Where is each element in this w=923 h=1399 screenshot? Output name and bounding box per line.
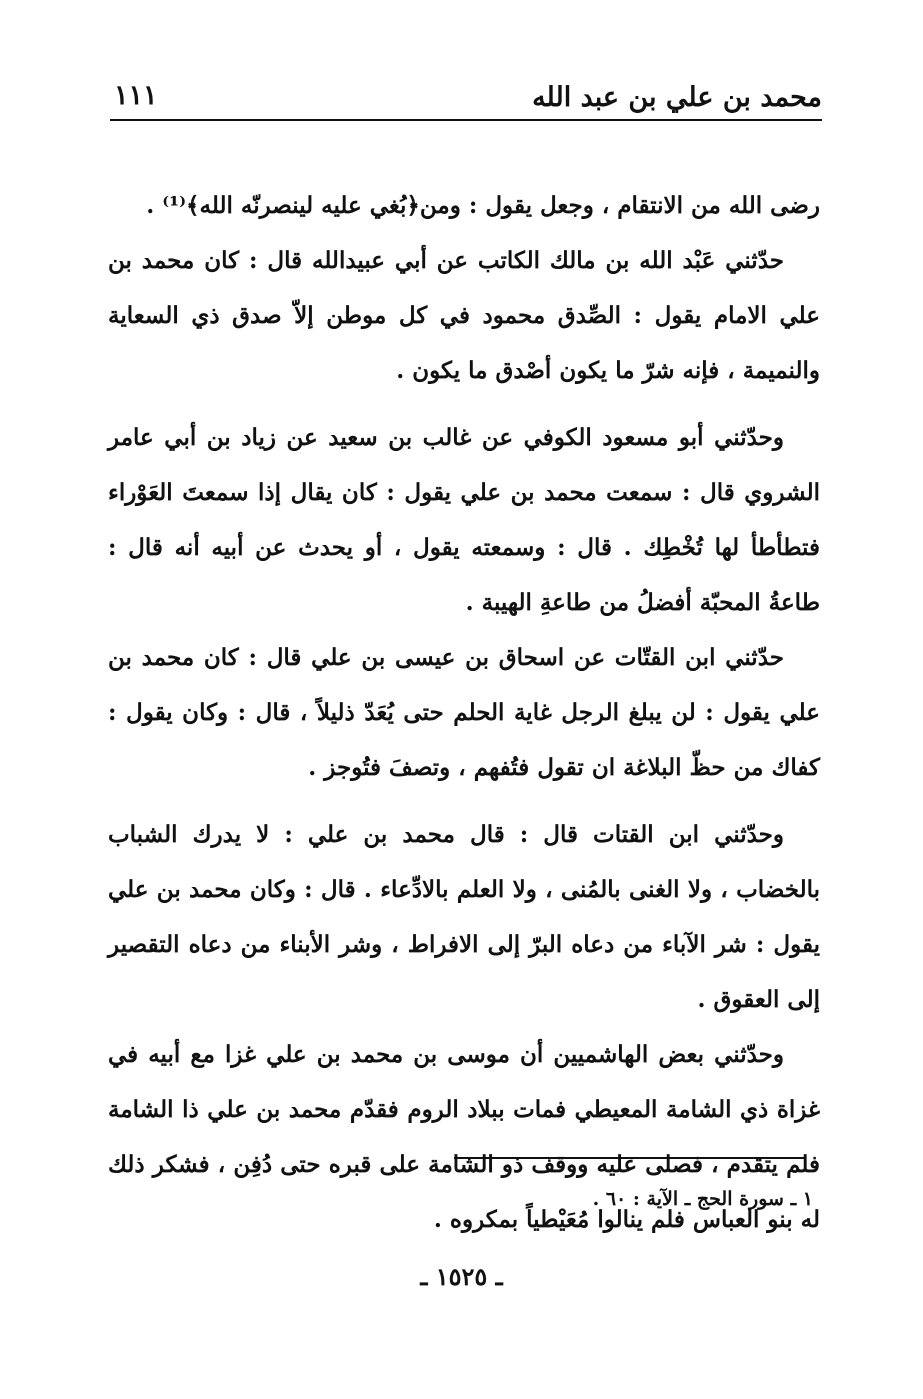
header-page-label: ١١١ xyxy=(114,80,158,111)
header-rule xyxy=(110,119,822,121)
header-title: محمد بن علي بن عبد الله xyxy=(532,82,822,113)
paragraph: وحدّثني أبو مسعود الكوفي عن غالب بن سعيد عن زياد بن أبي عامر الشروي قال : سمعت محمد بن علي يقول : كان يقال إذا سمعتَ العَوْراء فتطأطأ لها تُخْطِك . قال : وسمعته يقول ، أو يحدث عن أبيه أنه قال : طاعةُ المحبّة أفضلُ من طاعةِ الهيبة . xyxy=(108,424,820,616)
paragraph: حدّثني ابن القتّات عن اسحاق بن عيسى بن علي قال : كان محمد بن علي يقول : لن يبلغ الرجل غاية الحلم حتى يُعَدّ ذليلاً ، قال : وكان يقول : كفاك من حظّ البلاغة ان تقول فتُفهم ، وتصفَ فتُوجز . xyxy=(108,644,820,781)
paragraph: وحدّثني بعض الهاشميين أن موسى بن محمد بن علي غزا مع أبيه في غزاة ذي الشامة المعيطي فمات ببلاد الروم فقدّم محمد بن علي ذا الشامة فلم يتقدم ، فصلى عليه ووقف ذو الشامة على قبره حتى دُفِن ، فشكر ذلك له بنو العباس فلم ينالوا مُعَيْطياً بمكروه . xyxy=(108,1041,820,1233)
paragraph: رضى الله من الانتقام ، وجعل يقول : ومن﴿بُغي عليه لينصرنّه الله﴾⁽¹⁾ . xyxy=(146,192,820,219)
page-number: ـ ١٥٢٥ ـ xyxy=(420,1262,503,1291)
paragraph: وحدّثني ابن القتات قال : قال محمد بن علي : لا يدرك الشباب بالخضاب ، ولا الغنى بالمُنى ، ولا العلم بالادِّعاء . قال : وكان محمد بن علي يقول : شر الآباء من دعاه البرّ إلى الافراط ، وشر الأبناء من دعاه التقصير إلى العقوق . xyxy=(108,821,820,1013)
footnote: ١ ـ سورة الحج ـ الآية : ٦٠ . xyxy=(592,1188,813,1210)
paragraph: حدّثني عَبْد الله بن مالك الكاتب عن أبي عبيدالله قال : كان محمد بن علي الامام يقول : الصِّدق محمود في كل موطن إلاّ صدق ذي السعاية والنميمة ، فإنه شرّ ما يكون أصْدق ما يكون . xyxy=(108,247,820,384)
footnote-rule xyxy=(454,1157,806,1159)
running-header xyxy=(110,78,822,118)
body-text xyxy=(108,178,820,1247)
